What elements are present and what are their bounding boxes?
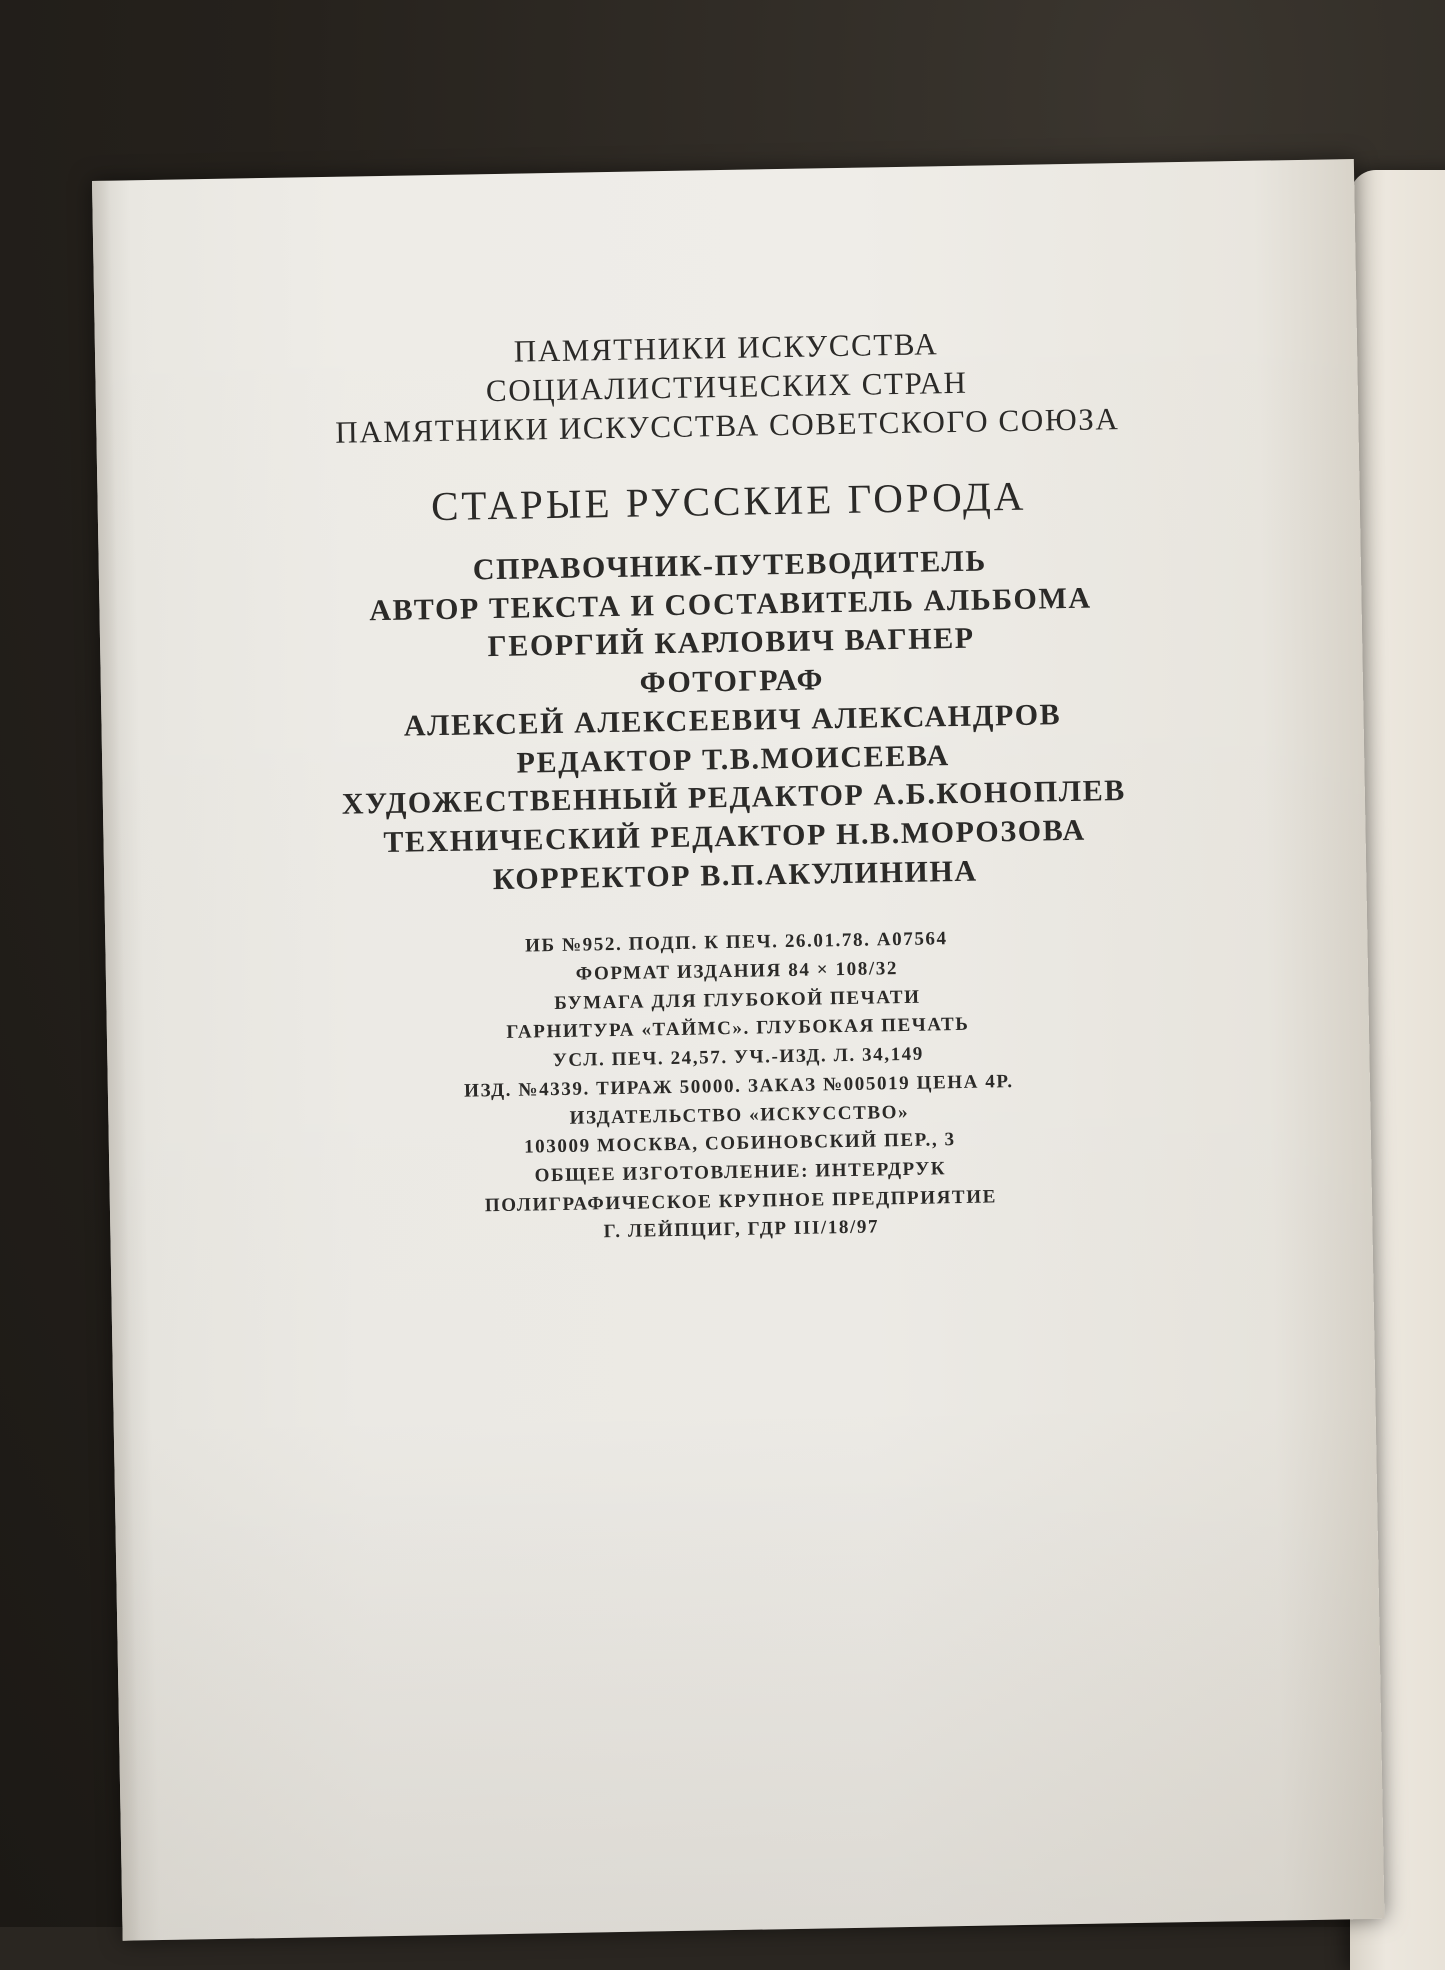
- imprint-line: ОБЩЕЕ ИЗГОТОВЛЕНИЕ: ИНТЕРДРУК: [534, 1158, 947, 1187]
- series-block: [95, 317, 1359, 456]
- imprint-line: ИЗД. №4339. ТИРАЖ 50000. ЗАКАЗ №005019 ЦЕНА 4Р.: [464, 1070, 1014, 1102]
- imprint-line: ГАРНИТУРА «ТАЙМС». ГЛУБОКАЯ ПЕЧАТЬ: [506, 1014, 970, 1044]
- credits-block: [99, 536, 1367, 906]
- series-line: ПАМЯТНИКИ ИСКУССТВА СОВЕТСКОГО СОЮЗА: [335, 401, 1120, 450]
- imprint-line: Г. ЛЕЙПЦИГ, ГДР III/18/97: [603, 1216, 880, 1243]
- credit-line: ТЕХНИЧЕСКИЙ РЕДАКТОР Н.В.МОРОЗОВА: [383, 813, 1086, 859]
- credit-line: АВТОР ТЕКСТА И СОСТАВИТЕЛЬ АЛЬБОМА: [369, 581, 1092, 627]
- imprint-block: [105, 918, 1372, 1256]
- page-text: [92, 159, 1373, 1256]
- page-shadow: [114, 1399, 1385, 1941]
- credit-line: ГЕОРГИЙ КАРЛОВИЧ ВАГНЕР: [487, 622, 975, 664]
- credit-line: КОРРЕКТОР В.П.АКУЛИНИНА: [492, 854, 978, 896]
- credit-line: ФОТОГРАФ: [639, 663, 825, 700]
- imprint-line: УСЛ. ПЕЧ. 24,57. УЧ.-ИЗД. Л. 34,149: [552, 1043, 925, 1072]
- imprint-line: 103009 МОСКВА, СОБИНОВСКИЙ ПЕР., 3: [523, 1129, 956, 1158]
- credit-line: СПРАВОЧНИК-ПУТЕВОДИТЕЛЬ: [472, 544, 988, 587]
- credit-line: АЛЕКСЕЙ АЛЕКСЕЕВИЧ АЛЕКСАНДРОВ: [403, 697, 1062, 743]
- imprint-line: ИБ №952. ПОДП. К ПЕЧ. 26.01.78. А07564: [524, 928, 948, 957]
- book-page: [92, 159, 1385, 1941]
- book-title: СТАРЫЕ РУССКИЕ ГОРОДА: [430, 472, 1027, 530]
- imprint-line: ИЗДАТЕЛЬСТВО «ИСКУССТВО»: [569, 1101, 910, 1129]
- imprint-line: ПОЛИГРАФИЧЕСКОЕ КРУПНОЕ ПРЕДПРИЯТИЕ: [484, 1186, 998, 1216]
- credit-line: ХУДОЖЕСТВЕННЫЙ РЕДАКТОР А.Б.КОНОПЛЕВ: [341, 774, 1127, 821]
- credit-line: РЕДАКТОР Т.В.МОИСЕЕВА: [516, 738, 951, 780]
- series-line: ПАМЯТНИКИ ИСКУССТВА: [513, 326, 939, 369]
- series-line: СОЦИАЛИСТИЧЕСКИХ СТРАН: [485, 364, 968, 409]
- imprint-line: ФОРМАТ ИЗДАНИЯ 84 × 108/32: [575, 958, 899, 985]
- imprint-line: БУМАГА ДЛЯ ГЛУБОКОЙ ПЕЧАТИ: [554, 986, 921, 1014]
